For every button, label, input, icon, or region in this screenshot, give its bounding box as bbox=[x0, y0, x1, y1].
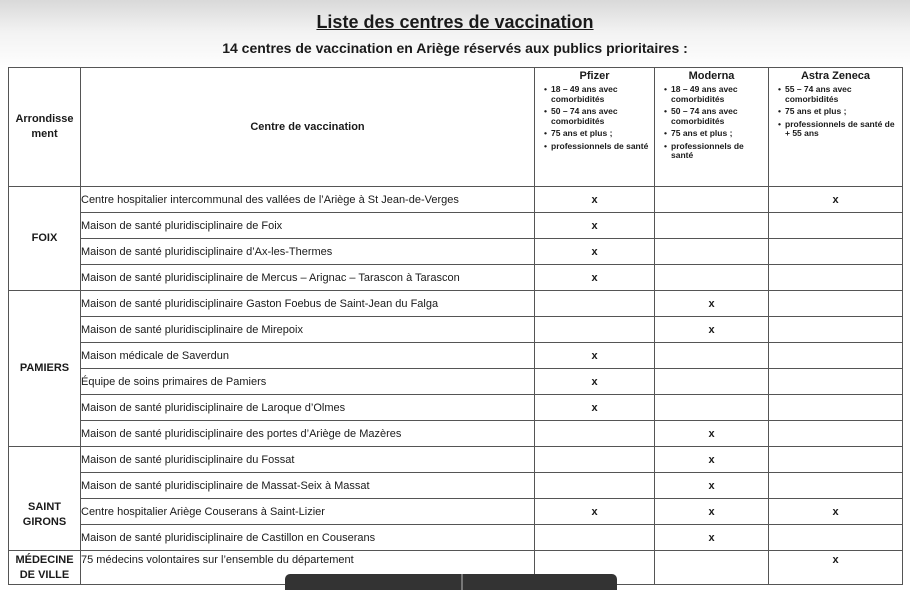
centre-cell: Maison médicale de Saverdun bbox=[81, 343, 535, 369]
pfizer-cell bbox=[535, 473, 655, 499]
centre-cell: Maison de santé pluridisciplinaire du Fossat bbox=[81, 447, 535, 473]
criteria-item: • 75 ans et plus ; bbox=[671, 129, 764, 139]
page-title: Liste des centres de vaccination bbox=[316, 12, 594, 32]
vaccine-header bbox=[535, 68, 655, 187]
centre-cell: Maison de santé pluridisciplinaire Gaston Foebus de Saint-Jean du Falga bbox=[81, 291, 535, 317]
vaccine-header bbox=[655, 68, 769, 187]
table-row bbox=[9, 343, 903, 369]
table-row bbox=[9, 525, 903, 551]
moderna-cell: x bbox=[655, 473, 769, 499]
centre-cell: Maison de santé pluridisciplinaire des portes d’Ariège de Mazères bbox=[81, 421, 535, 447]
arrondissement-header: Arrondisse ment bbox=[9, 68, 81, 187]
centre-cell: Centre hospitalier intercommunal des vallées de l’Ariège à St Jean-de-Verges bbox=[81, 187, 535, 213]
astra-cell: x bbox=[769, 551, 903, 585]
astra-cell bbox=[769, 447, 903, 473]
criteria-list bbox=[769, 85, 902, 139]
criteria-item: • 55 – 74 ans avec comorbidités bbox=[785, 85, 898, 104]
moderna-cell bbox=[655, 369, 769, 395]
arrondissement-cell: SAINT GIRONS bbox=[9, 447, 81, 551]
table-header-row bbox=[9, 68, 903, 187]
moderna-cell bbox=[655, 343, 769, 369]
astra-cell bbox=[769, 317, 903, 343]
pfizer-cell: x bbox=[535, 187, 655, 213]
moderna-cell: x bbox=[655, 291, 769, 317]
centre-cell: Centre hospitalier Ariège Couserans à Saint-Lizier bbox=[81, 499, 535, 525]
moderna-cell bbox=[655, 395, 769, 421]
astra-cell: x bbox=[769, 187, 903, 213]
pfizer-cell bbox=[535, 447, 655, 473]
centre-cell: Maison de santé pluridisciplinaire de Mirepoix bbox=[81, 317, 535, 343]
moderna-cell: x bbox=[655, 525, 769, 551]
pfizer-cell bbox=[535, 525, 655, 551]
centre-cell: Maison de santé pluridisciplinaire de Mercus – Arignac – Tarascon à Tarascon bbox=[81, 265, 535, 291]
astra-cell bbox=[769, 369, 903, 395]
criteria-item: • 75 ans et plus ; bbox=[785, 107, 898, 117]
astra-cell bbox=[769, 395, 903, 421]
criteria-list bbox=[655, 85, 768, 161]
pfizer-cell: x bbox=[535, 343, 655, 369]
moderna-cell: x bbox=[655, 499, 769, 525]
criteria-list bbox=[535, 85, 654, 151]
vaccine-header bbox=[769, 68, 903, 187]
vaccine-name: Pfizer bbox=[579, 70, 610, 82]
pfizer-cell: x bbox=[535, 213, 655, 239]
table-row bbox=[9, 395, 903, 421]
table-row bbox=[9, 317, 903, 343]
moderna-cell bbox=[655, 551, 769, 585]
table-row bbox=[9, 291, 903, 317]
astra-cell bbox=[769, 213, 903, 239]
pfizer-cell: x bbox=[535, 239, 655, 265]
vaccine-name: Astra Zeneca bbox=[800, 70, 871, 82]
table-row bbox=[9, 369, 903, 395]
bottom-toolbar[interactable] bbox=[285, 574, 617, 590]
criteria-item: • 50 – 74 ans avec comorbidités bbox=[671, 107, 764, 126]
criteria-item: • 75 ans et plus ; bbox=[551, 129, 650, 139]
astra-cell bbox=[769, 239, 903, 265]
centre-cell: Maison de santé pluridisciplinaire de Castillon en Couserans bbox=[81, 525, 535, 551]
table-row bbox=[9, 187, 903, 213]
criteria-item: • professionnels de santé de + 55 ans bbox=[785, 120, 898, 139]
table-row bbox=[9, 447, 903, 473]
moderna-cell bbox=[655, 265, 769, 291]
moderna-cell: x bbox=[655, 317, 769, 343]
astra-cell bbox=[769, 421, 903, 447]
centre-cell: Maison de santé pluridisciplinaire d’Ax-les-Thermes bbox=[81, 239, 535, 265]
arrondissement-cell: MÉDECINE DE VILLE bbox=[9, 551, 81, 585]
astra-cell bbox=[769, 343, 903, 369]
top-shade bbox=[0, 0, 910, 70]
moderna-cell bbox=[655, 213, 769, 239]
moderna-cell: x bbox=[655, 447, 769, 473]
criteria-item: • 18 – 49 ans avec comorbidités bbox=[551, 85, 650, 104]
table-row bbox=[9, 499, 903, 525]
arrondissement-cell: FOIX bbox=[9, 187, 81, 291]
pfizer-cell: x bbox=[535, 265, 655, 291]
astra-cell bbox=[769, 291, 903, 317]
astra-cell: x bbox=[769, 499, 903, 525]
table-row bbox=[9, 265, 903, 291]
pfizer-cell: x bbox=[535, 499, 655, 525]
pfizer-cell bbox=[535, 317, 655, 343]
pfizer-cell: x bbox=[535, 395, 655, 421]
criteria-item: • professionnels de santé bbox=[551, 142, 650, 152]
table-row bbox=[9, 421, 903, 447]
centre-cell: Maison de santé pluridisciplinaire de Laroque d’Olmes bbox=[81, 395, 535, 421]
centre-cell: Équipe de soins primaires de Pamiers bbox=[81, 369, 535, 395]
pfizer-cell: x bbox=[535, 369, 655, 395]
pfizer-cell bbox=[535, 421, 655, 447]
moderna-cell bbox=[655, 187, 769, 213]
astra-cell bbox=[769, 265, 903, 291]
criteria-item: • professionnels de santé bbox=[671, 142, 764, 161]
table-row bbox=[9, 213, 903, 239]
centre-cell: Maison de santé pluridisciplinaire de Foix bbox=[81, 213, 535, 239]
table-row bbox=[9, 473, 903, 499]
pfizer-cell bbox=[535, 291, 655, 317]
toolbar-divider bbox=[461, 574, 463, 590]
centre-cell: Maison de santé pluridisciplinaire de Massat-Seix à Massat bbox=[81, 473, 535, 499]
arrondissement-cell: PAMIERS bbox=[9, 291, 81, 447]
moderna-cell: x bbox=[655, 421, 769, 447]
page-subtitle: 14 centres de vaccination en Ariège réservés aux publics prioritaires : bbox=[222, 40, 688, 56]
vaccination-table bbox=[8, 67, 903, 585]
vaccine-name: Moderna bbox=[688, 70, 735, 82]
moderna-cell bbox=[655, 239, 769, 265]
criteria-item: • 50 – 74 ans avec comorbidités bbox=[551, 107, 650, 126]
astra-cell bbox=[769, 473, 903, 499]
astra-cell bbox=[769, 525, 903, 551]
criteria-item: • 18 – 49 ans avec comorbidités bbox=[671, 85, 764, 104]
centre-header: Centre de vaccination bbox=[81, 68, 535, 187]
centre-cell: 75 médecins volontaires sur l’ensemble du département bbox=[81, 551, 535, 585]
table-row bbox=[9, 239, 903, 265]
